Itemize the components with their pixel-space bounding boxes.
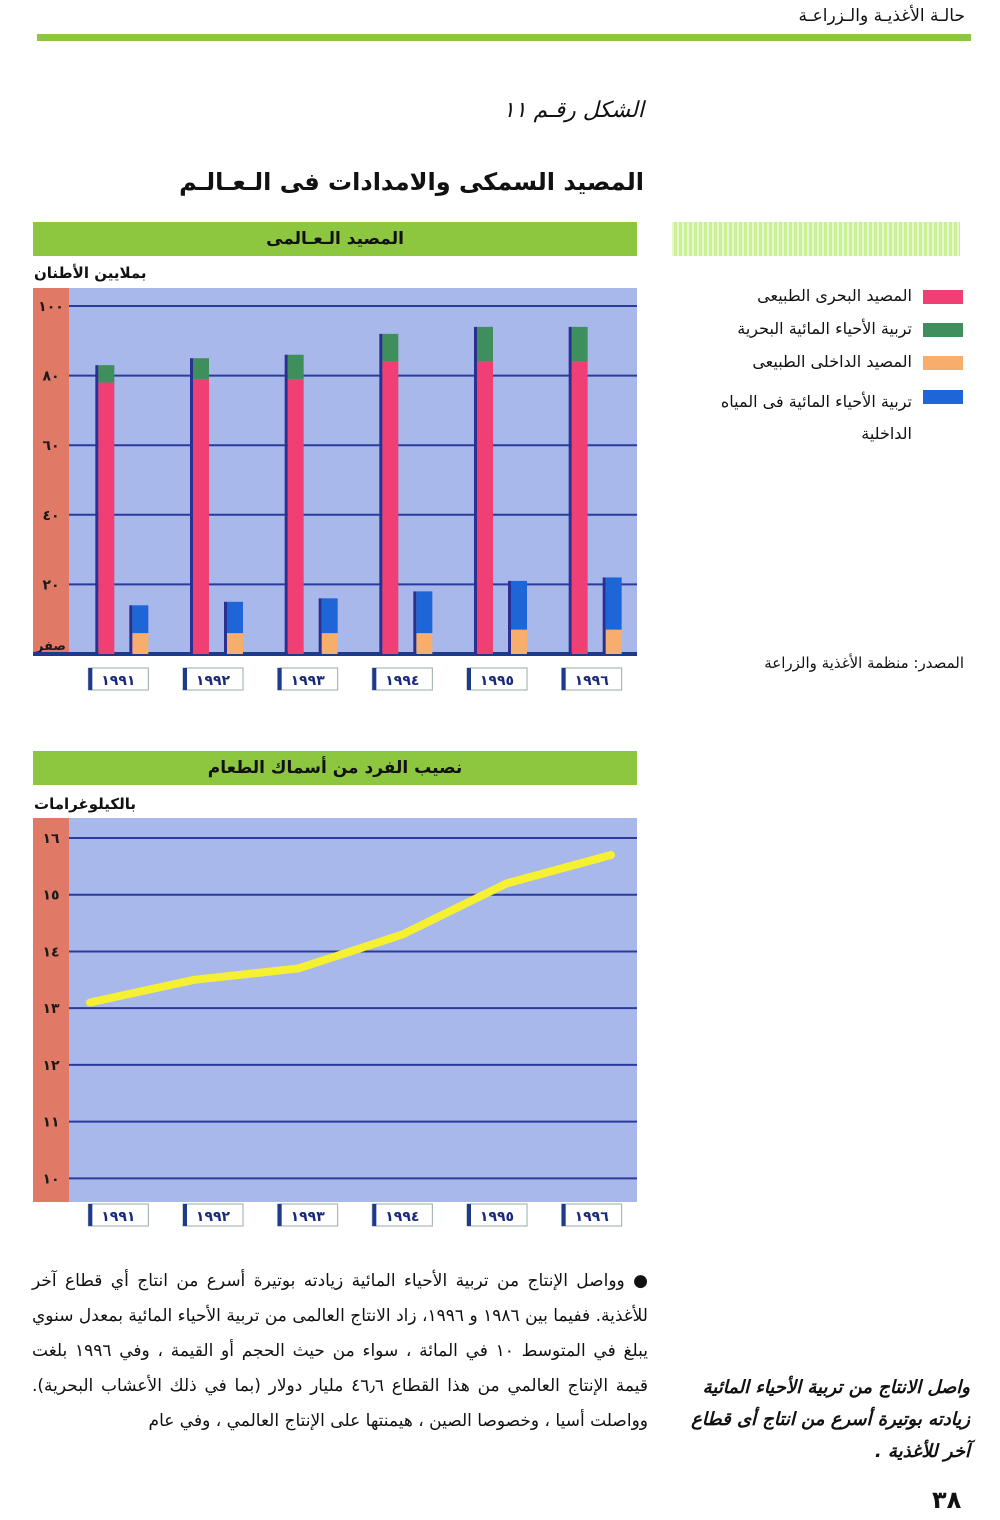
inland-bar-segment bbox=[606, 630, 622, 654]
year-label-marker bbox=[372, 668, 376, 690]
inland-bar-edge bbox=[129, 605, 132, 654]
page-number: ٣٨ bbox=[932, 1486, 962, 1514]
year-label-marker bbox=[562, 668, 566, 690]
pull-quote: واصل الانتاج من تربية الأحياء المائية زيادته بوتيرة أسرع من انتاج أى قطاع آخر للأغذية . bbox=[691, 1377, 970, 1462]
marine-bar-segment bbox=[193, 379, 209, 654]
inland-bar-segment bbox=[511, 630, 527, 654]
year-label-marker bbox=[183, 1204, 187, 1226]
chart1-title: المصيد الـعـالمى bbox=[33, 222, 637, 256]
body-paragraph: ● وواصل الإنتاج من تربية الأحياء المائية زيادته بوتيرة أسرع من انتاج أي قطاع آخر للأغذية. ففيما بين ١٩٨٦ و ١٩٩٦، زاد الانتاج العالمى من تربية الأحياء المائية بمعدل سنوي يبلغ في المتوسط ١٠ في المائة ، سواء من حيث الحجم أو القيمة ، وفي ١٩٩٦ بلغت قيمة الإنتاج العالمي من هذا القطاع ٤٦٫٦ مليار دولار (بما في ذلك الأعشاب البحرية). وواصلت أسيا ، وخصوصا الصين ، هيمنتها على الإنتاج العالمي ، وفي عام bbox=[32, 1271, 648, 1431]
figure-number: الشكل رقـم ١١ bbox=[502, 98, 644, 123]
y-tick-label: صفر bbox=[35, 639, 67, 654]
legend-header-strip bbox=[672, 222, 960, 256]
inland-bar-segment bbox=[322, 633, 338, 654]
x-tick-label: ١٩٩٢ bbox=[195, 673, 231, 689]
legend-swatch-marine-capture bbox=[923, 290, 963, 304]
plot-area bbox=[69, 288, 637, 654]
marine-bar-segment bbox=[382, 362, 398, 654]
chart1-unit-label: بملايين الأطنان bbox=[34, 264, 147, 282]
year-label-marker bbox=[278, 668, 282, 690]
marine-bar-edge bbox=[474, 327, 477, 654]
figure-title: المصيد السمكى والامدادات فى الـعـالـم bbox=[179, 168, 644, 196]
inland-bar-segment bbox=[132, 633, 148, 654]
year-label-marker bbox=[372, 1204, 376, 1226]
year-label-marker bbox=[183, 668, 187, 690]
inland-bar-edge bbox=[413, 591, 416, 654]
inland-bar-segment bbox=[227, 602, 243, 633]
chart2-unit-label: بالكيلوغرامات bbox=[34, 795, 136, 813]
inland-bar-segment bbox=[416, 633, 432, 654]
y-tick-label: ٤٠ bbox=[42, 507, 60, 524]
y-tick-label: ٦٠ bbox=[42, 438, 60, 455]
marine-bar-segment bbox=[98, 383, 114, 654]
chart2-title: نصيب الفرد من أسماك الطعام bbox=[33, 751, 637, 785]
inland-bar-edge bbox=[508, 581, 511, 654]
legend-swatch-inland-capture bbox=[923, 356, 963, 370]
legend-label-inland-capture: المصيد الداخلى الطبيعى bbox=[752, 352, 912, 371]
marine-bar-segment bbox=[382, 334, 398, 362]
inland-bar-segment bbox=[322, 598, 338, 633]
y-tick-label: ١٢ bbox=[42, 1057, 60, 1074]
x-tick-label: ١٩٩٣ bbox=[290, 1209, 325, 1225]
marine-bar-segment bbox=[288, 355, 304, 379]
x-tick-label: ١٩٩١ bbox=[101, 673, 136, 689]
running-head: حالـة الأغذيـة والـزراعـة bbox=[798, 6, 965, 26]
y-tick-label: ١٠ bbox=[42, 1171, 60, 1188]
year-label-marker bbox=[88, 1204, 92, 1226]
x-tick-label: ١٩٩٦ bbox=[574, 1209, 609, 1225]
y-tick-label: ١١ bbox=[42, 1114, 60, 1131]
marine-bar-segment bbox=[477, 327, 493, 362]
y-tick-label: ١٥ bbox=[42, 887, 60, 904]
y-tick-label: ١٤ bbox=[42, 944, 60, 961]
y-tick-label: ١٠٠ bbox=[38, 299, 64, 315]
marine-bar-edge bbox=[569, 327, 572, 654]
inland-bar-segment bbox=[132, 605, 148, 633]
x-tick-label: ١٩٩٥ bbox=[479, 1209, 515, 1225]
x-tick-label: ١٩٩١ bbox=[101, 1209, 136, 1225]
marine-bar-segment bbox=[98, 365, 114, 382]
y-tick-label: ٨٠ bbox=[42, 368, 60, 385]
marine-bar-segment bbox=[193, 358, 209, 379]
inland-bar-segment bbox=[511, 581, 527, 630]
inland-bar-edge bbox=[319, 598, 322, 654]
x-tick-label: ١٩٩٦ bbox=[574, 673, 609, 689]
inland-bar-segment bbox=[606, 577, 622, 629]
year-label-marker bbox=[467, 668, 471, 690]
x-tick-label: ١٩٩٤ bbox=[385, 1209, 420, 1225]
legend-swatch-marine-aquaculture bbox=[923, 323, 963, 337]
legend-label-marine-aquaculture: تربية الأحياء المائية البحرية bbox=[737, 319, 912, 338]
y-tick-label: ٢٠ bbox=[42, 577, 60, 594]
marine-bar-segment bbox=[288, 379, 304, 654]
plot-area bbox=[69, 818, 637, 1202]
inland-bar-edge bbox=[224, 602, 227, 654]
top-rule bbox=[37, 34, 971, 41]
inland-bar-segment bbox=[227, 633, 243, 654]
marine-bar-segment bbox=[477, 362, 493, 654]
source-note: المصدر: منظمة الأغذية والزراعة bbox=[764, 654, 964, 672]
year-label-marker bbox=[278, 1204, 282, 1226]
y-axis-strip bbox=[33, 288, 69, 654]
x-tick-label: ١٩٩٥ bbox=[479, 673, 515, 689]
x-tick-label: ١٩٩٢ bbox=[195, 1209, 231, 1225]
marine-bar-edge bbox=[95, 365, 98, 654]
per-capita-fish-line-chart bbox=[33, 818, 637, 1230]
inland-bar-edge bbox=[603, 577, 606, 654]
marine-bar-segment bbox=[572, 362, 588, 654]
marine-bar-edge bbox=[285, 355, 288, 654]
legend-swatch-inland-aquaculture bbox=[923, 390, 963, 404]
legend-label-marine-capture: المصيد البحرى الطبيعى bbox=[757, 286, 912, 305]
marine-bar-edge bbox=[190, 358, 193, 654]
year-label-marker bbox=[467, 1204, 471, 1226]
inland-bar-segment bbox=[416, 591, 432, 633]
legend-label-inland-aquaculture: تربية الأحياء المائية فى المياه الداخلية bbox=[720, 392, 912, 443]
y-tick-label: ١٦ bbox=[42, 831, 60, 847]
fish-catch-bar-chart bbox=[33, 288, 637, 698]
year-label-marker bbox=[562, 1204, 566, 1226]
marine-bar-edge bbox=[379, 334, 382, 654]
marine-bar-segment bbox=[572, 327, 588, 362]
x-tick-label: ١٩٩٤ bbox=[385, 673, 420, 689]
x-tick-label: ١٩٩٣ bbox=[290, 673, 325, 689]
year-label-marker bbox=[88, 668, 92, 690]
y-tick-label: ١٣ bbox=[42, 1001, 60, 1018]
